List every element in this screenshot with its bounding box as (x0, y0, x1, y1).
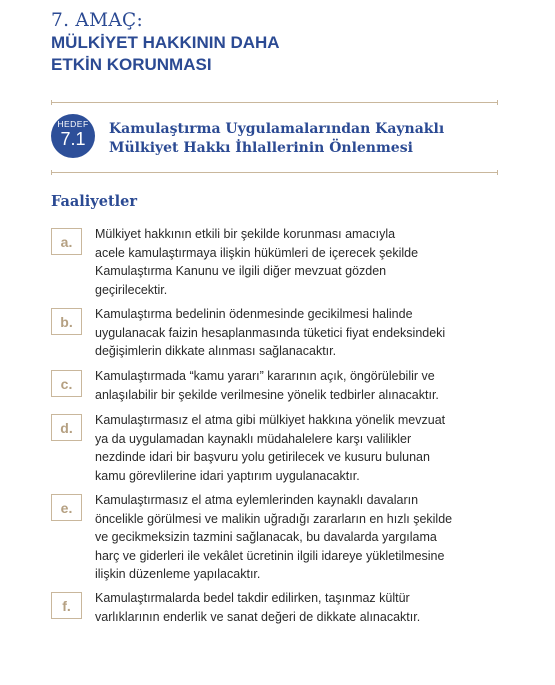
target-title-line-1: Kamulaştırma Uygulamalarından Kaynaklı (109, 121, 445, 137)
activity-line: Kamulaştırmada “kamu yararı” kararının açık, öngörülebilir ve (95, 369, 435, 383)
activity-letter: b. (51, 308, 82, 335)
activity-line: ve gecikmeksizin tazmini sağlanacak, bu davalarda yargılama (95, 530, 437, 544)
target-title-line-2: Mülkiyet Hakkı İhlallerinin Önlenmesi (109, 140, 413, 156)
activity-letter: e. (51, 494, 82, 521)
activity-text (95, 491, 511, 584)
activity-item-d (51, 411, 511, 485)
target-badge-label: HEDEF (57, 119, 89, 129)
activity-line: varlıklarının enderlik ve sanat değeri de dikkate alınacaktır. (95, 609, 421, 624)
bottom-divider (51, 172, 498, 173)
goal-title-line-2: ETKİN KORUNMASI (51, 55, 212, 74)
goal-heading (51, 10, 280, 76)
activity-line: anlaşılabilir bir şekilde verilmesine yönelik tedbirler alınacaktır. (95, 387, 439, 402)
target-badge-number: 7.1 (60, 129, 86, 149)
activity-line: ilişkin düzenleme yapılacaktır. (95, 567, 261, 581)
activity-line: acele kamulaştırmaya ilişkin hükümleri de içerecek şekilde (95, 245, 419, 260)
activity-item-e (51, 491, 511, 584)
activity-line: Kamulaştırma Kanunu ve ilgili diğer mevzuat gözden (95, 264, 387, 278)
activity-item-b (51, 305, 511, 361)
activity-letter: d. (51, 414, 82, 441)
target-title (109, 120, 444, 158)
activity-line: Kamulaştırma bedelinin ödenmesinde gecikilmesi halinde (95, 307, 413, 321)
activity-line: Mülkiyet hakkının etkili bir şekilde korunması amacıyla (95, 227, 396, 241)
target-badge (51, 114, 95, 158)
goal-number: 7. AMAÇ: (51, 10, 143, 31)
activity-line: Kamulaştırmasız el atma eylemlerinden kaynaklı davaların (95, 493, 419, 507)
activity-item-c (51, 367, 511, 404)
activity-line: Kamulaştırmasız el atma gibi mülkiyet hakkına yönelik mevzuat (95, 413, 446, 427)
activity-text (95, 411, 511, 485)
activity-item-f (51, 589, 511, 626)
activity-item-a (51, 225, 511, 299)
activity-text (95, 305, 511, 361)
activity-letter: c. (51, 370, 82, 397)
activity-line: öncelikle görülmesi ve malikin uğradığı zararların en hızlı şekilde (95, 511, 453, 526)
activity-line: uygulanacak faizin hesaplanmasında tüketici fiyat endeksindeki (95, 325, 446, 340)
activity-text (95, 225, 511, 299)
goal-title-line-1: MÜLKİYET HAKKININ DAHA (51, 33, 280, 52)
activity-text (95, 367, 511, 404)
section-title: Faaliyetler (51, 193, 138, 210)
activity-line: ya da uygulamadan kaynaklı müdahalelere karşı valilikler (95, 431, 412, 446)
activity-line: kamu görevlilerine idari yaptırım uygulanacaktır. (95, 468, 360, 483)
activity-line: değişimlerin dikkate alınması sağlanacaktır. (95, 344, 337, 358)
activity-text (95, 589, 511, 626)
activity-line: nezdinde idari bir başvuru yolu getirilecek ve kusuru bulunan (95, 450, 430, 464)
activity-line: Kamulaştırmalarda bedel takdir edilirken, taşınmaz kültür (95, 591, 410, 605)
activity-line: harç ve giderleri ile vekâlet ücretinin ilgili idareye yükletilmesine (95, 548, 445, 563)
activity-letter: a. (51, 228, 82, 255)
activity-line: geçirilecektir. (95, 282, 168, 297)
top-divider (51, 102, 498, 103)
activity-letter: f. (51, 592, 82, 619)
